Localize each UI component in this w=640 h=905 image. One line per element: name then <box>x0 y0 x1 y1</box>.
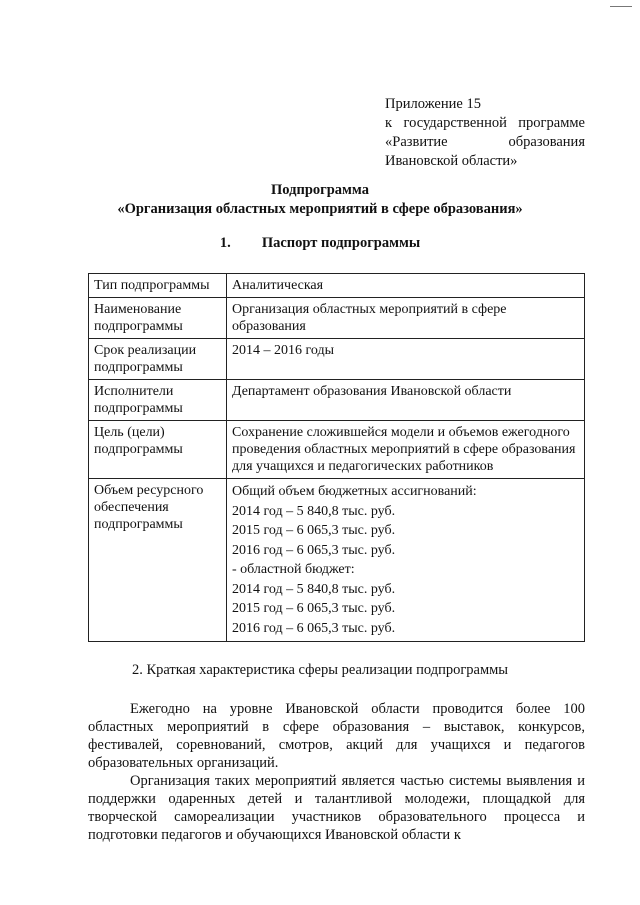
finance-regional-heading: - областной бюджет: <box>232 562 355 577</box>
corner-mark <box>610 6 632 7</box>
table-row <box>89 380 585 421</box>
row-label: Цель (цели) подпрограммы <box>89 421 227 479</box>
appendix-line-2-word-1: к <box>385 115 393 131</box>
subprogram-name: «Организация областных мероприятий в сфере образования» <box>117 201 523 217</box>
appendix-block <box>385 95 585 171</box>
appendix-line-3-word-2: образования <box>508 134 585 150</box>
appendix-line-3-word-1: «Развитие <box>385 134 448 150</box>
passport-table <box>88 273 585 642</box>
paragraph: Ежегодно на уровне Ивановской области проводится более 100 областных мероприятий в сфере образования – выставок, конкурсов, фестивалей, соревнований, смотров, акций для учащихся и педагогов образовательных организаций. <box>88 701 585 771</box>
finance-total-heading: Общий объем бюджетных ассигнований: <box>232 484 477 499</box>
section-2-heading: 2. Краткая характеристика сферы реализации подпрограммы <box>131 662 509 678</box>
finance-regional-2014: 2014 год – 5 840,8 тыс. руб. <box>232 581 396 597</box>
appendix-line-2-word-3: программе <box>518 115 585 131</box>
table-row-finance <box>89 479 585 642</box>
row-value: Аналитическая <box>227 274 585 298</box>
finance-regional-2015: 2015 год – 6 065,3 тыс. руб. <box>232 601 396 616</box>
table-row <box>89 274 585 298</box>
row-label: Срок реализации подпрограммы <box>89 339 227 380</box>
row-label: Тип подпрограммы <box>89 274 227 298</box>
row-label: Наименование подпрограммы <box>89 298 227 339</box>
finance-total-2014: 2014 год – 5 840,8 тыс. руб. <box>232 503 396 519</box>
finance-regional-2016: 2016 год – 6 065,3 тыс. руб. <box>232 620 396 636</box>
table-row <box>89 298 585 339</box>
appendix-line-4: Ивановской области» <box>385 153 518 169</box>
appendix-line-2-word-2: государственной <box>403 115 507 131</box>
finance-total-2015: 2015 год – 6 065,3 тыс. руб. <box>232 523 396 538</box>
section-1-title: Паспорт подпрограммы <box>261 235 421 251</box>
row-value: Департамент образования Ивановской области <box>227 380 585 421</box>
appendix-line-1: Приложение 15 <box>385 96 481 112</box>
row-value: 2014 – 2016 годы <box>227 339 585 380</box>
appendix-line-2 <box>385 114 585 133</box>
row-label: Исполнители подпрограммы <box>89 380 227 421</box>
appendix-line-3 <box>385 133 585 152</box>
table-row <box>89 339 585 380</box>
finance-values <box>227 479 585 642</box>
subprogram-title: Подпрограмма <box>271 182 369 198</box>
finance-total-2016: 2016 год – 6 065,3 тыс. руб. <box>232 542 396 558</box>
table-row <box>89 421 585 479</box>
row-value: Сохранение сложившейся модели и объемов ежегодного проведения областных мероприятий в сфере образования для учащихся и педагогических работников <box>227 421 585 479</box>
section-1-number: 1. <box>219 235 231 251</box>
paragraph: Организация таких мероприятий является частью системы выявления и поддержки одаренных детей и талантливой молодежи, площадкой для творческой самореализации участников образовательного процесса и подготовки педагогов и обучающихся Ивановской области к <box>88 773 585 843</box>
row-value: Организация областных мероприятий в сфере образования <box>227 298 585 339</box>
row-label: Объем ресурсного обеспечения подпрограммы <box>89 479 227 642</box>
body-text <box>88 700 585 844</box>
section-1-heading <box>0 235 640 252</box>
